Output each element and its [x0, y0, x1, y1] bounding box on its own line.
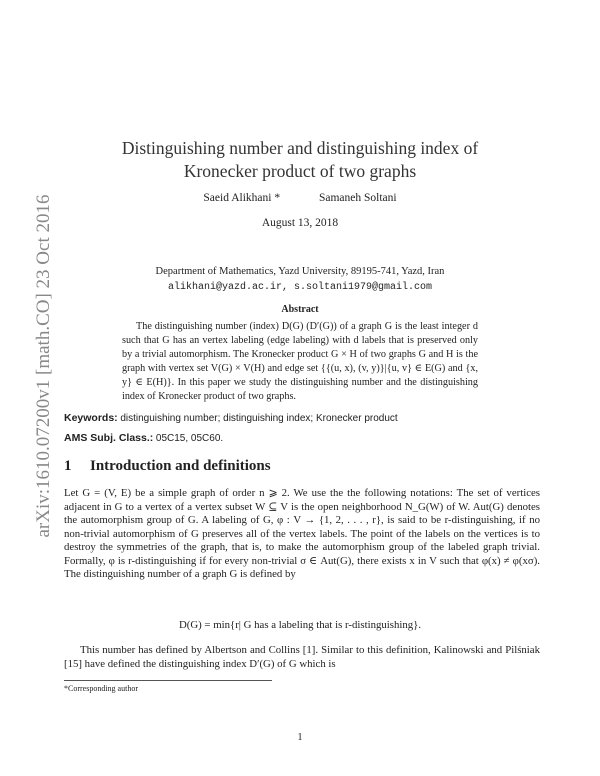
authors	[0, 192, 600, 204]
affiliation: Department of Mathematics, Yazd University, 89195-741, Yazd, Iran	[155, 266, 445, 277]
equation: D(G) = min{r| G has a labeling that is r-distinguishing}.	[178, 619, 422, 631]
author-2: Samaneh Soltani	[318, 192, 397, 204]
footnote: *Corresponding author	[64, 684, 138, 693]
page-number: 1	[297, 732, 303, 743]
keywords	[64, 412, 398, 424]
abstract-heading: Abstract	[281, 304, 319, 315]
ams-label: AMS Subj. Class.:	[64, 432, 154, 444]
abstract-text: The distinguishing number (index) D(G) (D′(G)) of a graph G is the least integer d such that G has an vertex labeling (edge labeling) with d labels that is preserved only by a trivial automorphism. The Kronecker product G × H of two graphs G and H is the graph with vertex set V(G) × V(H) and edge set {{(u, x), (v, y)}|{u, v} ∈ E(G) and {x, y} ∈ E(H)}. In this paper we study the distinguishing number and the distinguishing index of Kronecker product of two graphs.	[122, 321, 478, 403]
arxiv-stamp: arXiv:1610.07200v1 [math.CO] 23 Oct 2016	[33, 194, 54, 538]
paper-title	[0, 137, 600, 183]
emails: alikhani@yazd.ac.ir, s.soltani1979@gmail.com	[167, 282, 433, 293]
title-line-2: Kronecker product of two graphs	[183, 161, 417, 181]
ams-value: 05C15, 05C60.	[155, 433, 224, 444]
section-title: Introduction and definitions	[90, 458, 271, 474]
paragraph-2: This number has defined by Albertson and Collins [1]. Similar to this definition, Kalinowski and Pilśniak [15] have defined the distinguishing index D′(G) of G which is	[64, 644, 540, 670]
keywords-value: distinguishing number; distinguishing index; Kronecker product	[120, 413, 398, 424]
footnote-rule	[64, 680, 272, 681]
section-number: 1	[64, 458, 72, 474]
section-heading	[64, 458, 271, 475]
title-line-1: Distinguishing number and distinguishing index of	[121, 138, 479, 158]
ams-class	[64, 432, 223, 444]
author-1: Saeid Alikhani *	[203, 192, 281, 204]
paragraph-1: Let G = (V, E) be a simple graph of order n ⩾ 2. We use the the following notations: The set of vertices adjacent in G to a vertex of a vertex subset W ⊆ V is the open neighborhood N_G(W) of W. Aut(G) denotes the automorphism group of G. A labeling of G, φ : V → {1, 2, . . . , r}, is said to be r-distinguishing, if no non-trivial automorphism of G preserves all of the vertex labels. The point of the labels on the vertices is to destroy the symmetries of the graph, that is, to make the automorphism group of the labeled graph trivial. Formally, φ is r-distinguishing if for every non-trivial σ ∈ Aut(G), there exists x in V such that φ(x) ≠ φ(xσ). The distinguishing number of a graph G is defined by	[64, 487, 540, 580]
keywords-label: Keywords:	[64, 412, 118, 424]
date: August 13, 2018	[261, 217, 339, 229]
